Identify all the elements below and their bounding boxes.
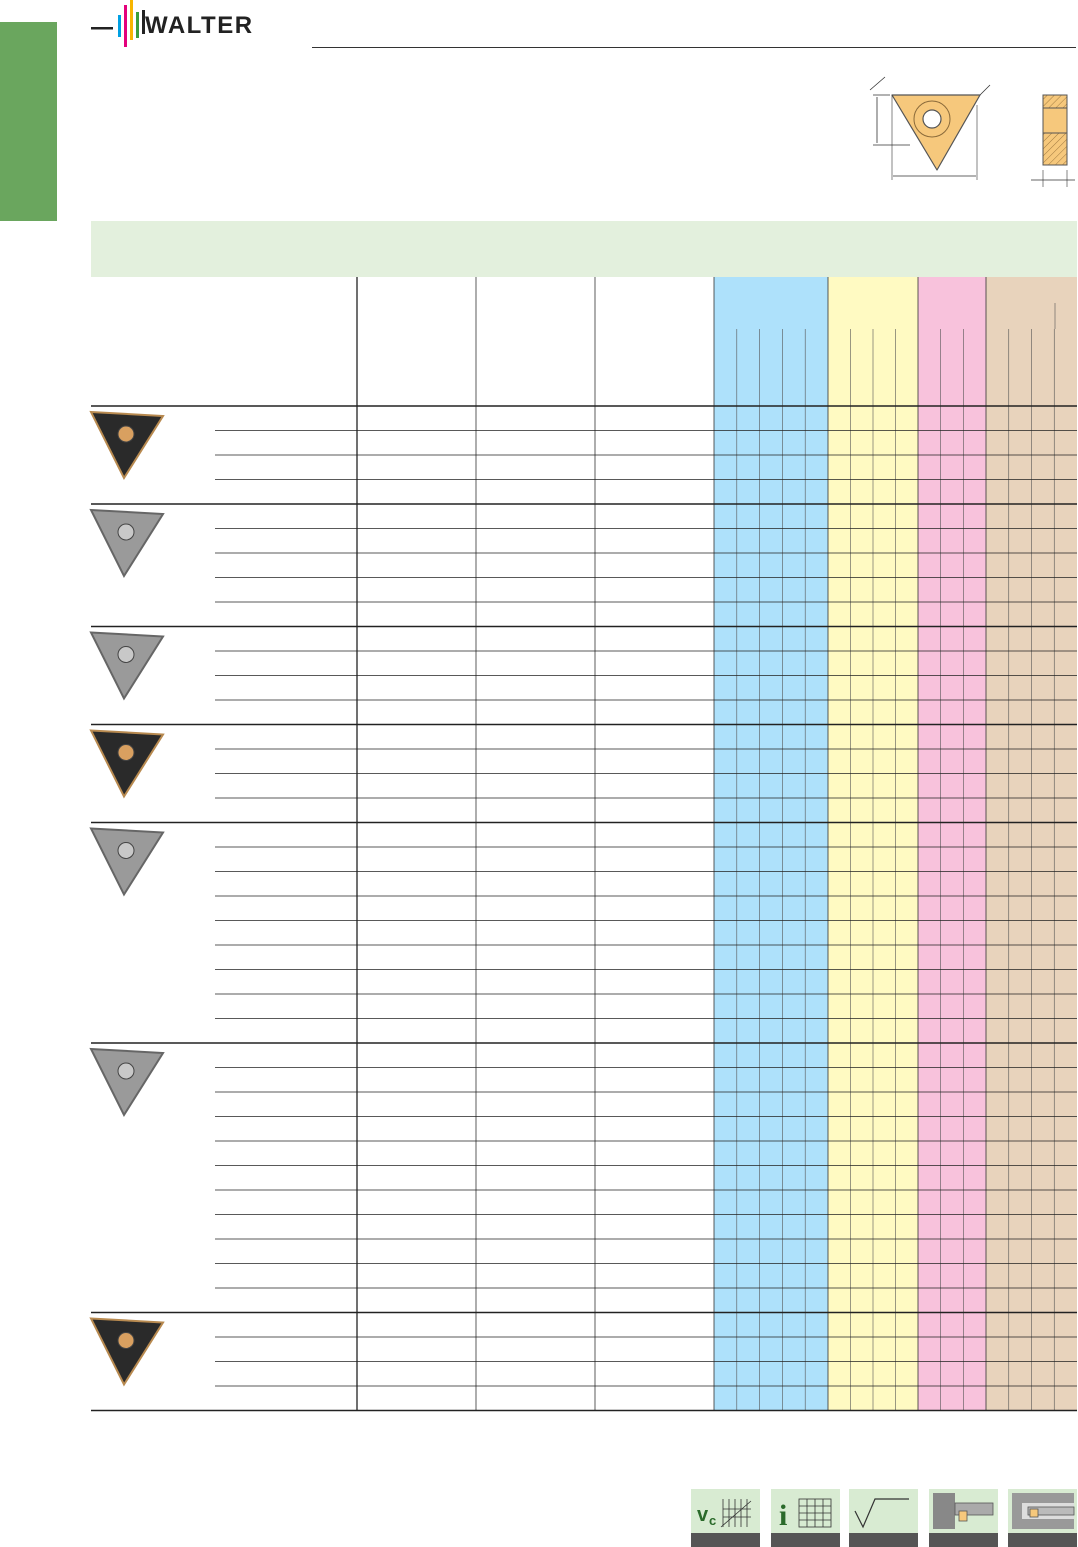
dark-insert-icon: [91, 1319, 163, 1385]
insert-hole: [118, 1333, 134, 1349]
silver-wiper-insert-icon: [91, 829, 163, 895]
silver-chipbreaker-insert-icon: [91, 510, 163, 576]
info-table-icon[interactable]: [771, 1489, 840, 1547]
svg-text:i: i: [779, 1499, 788, 1532]
surface-roughness-icon[interactable]: [849, 1489, 918, 1547]
material-column-K: [918, 277, 986, 1411]
insert-hole: [118, 426, 134, 442]
black-insert-icon: [91, 412, 163, 478]
boring-bar-icon[interactable]: [929, 1489, 998, 1547]
material-column-P: [714, 277, 828, 1411]
svg-text:v: v: [697, 1504, 709, 1526]
silver-matte-insert-icon: [91, 633, 163, 699]
brand-name: WALTER: [145, 12, 254, 39]
internal-turning-icon[interactable]: [1008, 1489, 1077, 1547]
insert-hole: [118, 1063, 134, 1079]
insert-hole: [118, 647, 134, 663]
insert-hole: [118, 843, 134, 859]
black-insert-icon: [91, 731, 163, 797]
insert-hole: [118, 745, 134, 761]
svg-text:c: c: [709, 1513, 717, 1528]
silver-wiper-insert-icon: [91, 1049, 163, 1115]
cutting-speed-icon[interactable]: [691, 1489, 760, 1547]
insert-hole: [118, 524, 134, 540]
